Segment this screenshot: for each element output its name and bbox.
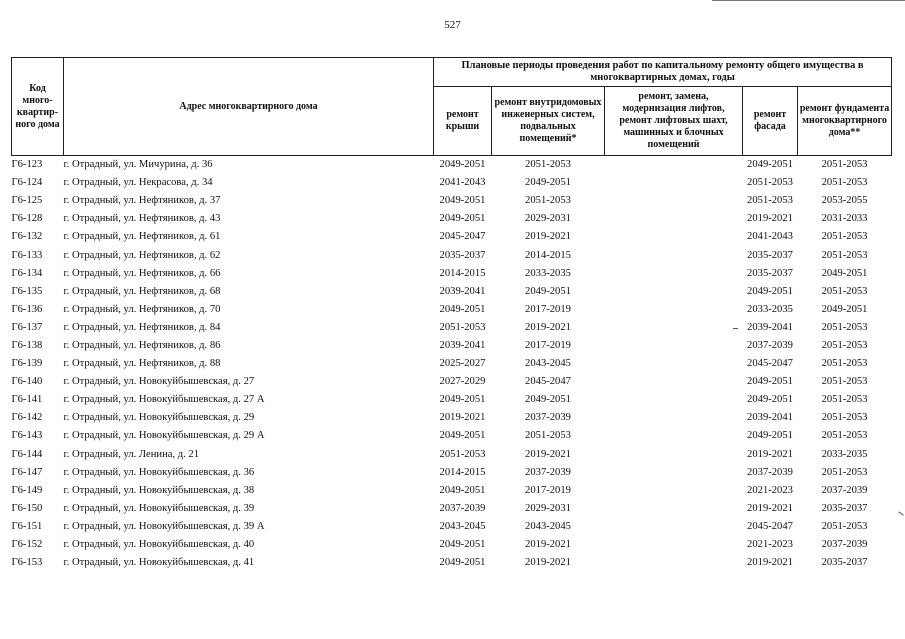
cell-systems: 2019-2021: [525, 557, 571, 569]
cell-code: Г6-149: [11, 484, 43, 496]
cell-code: Г6-151: [11, 520, 43, 532]
table-row: [12, 156, 892, 175]
cell-systems: 2043-2045: [525, 358, 571, 370]
header-systems: ремонт внутридомовых инженерных систем, подвальных помещений*: [492, 87, 605, 156]
cell-roof: 2014-2015: [439, 267, 486, 279]
cell-facade: 2049-2051: [747, 394, 793, 406]
cell-address: г. Отрадный, ул. Нефтяников, д. 84: [63, 321, 221, 333]
cell-lifts: [605, 482, 743, 500]
cell-address: г. Отрадный, ул. Нефтяников, д. 62: [63, 249, 221, 261]
cell-address: г. Отрадный, ул. Нефтяников, д. 61: [63, 231, 221, 243]
table-row: [12, 301, 892, 319]
cell-address: г. Отрадный, ул. Новокуйбышевская, д. 29 А: [63, 430, 265, 442]
cell-lifts: [605, 174, 743, 192]
cell-address: г. Отрадный, ул. Нефтяников, д. 70: [63, 303, 221, 315]
cell-roof: 2039-2041: [439, 285, 486, 297]
cell-code: Г6-139: [11, 358, 43, 370]
cell-facade: 2021-2023: [747, 484, 793, 496]
cell-lifts: [605, 337, 743, 355]
cell-lifts: [605, 391, 743, 409]
cell-facade: 2049-2051: [747, 376, 793, 388]
cell-foundation: 2053-2055: [821, 195, 868, 207]
cell-lifts: [605, 265, 743, 283]
cell-facade: 2039-2041: [747, 321, 793, 333]
cell-roof: 2051-2053: [439, 448, 486, 460]
cell-code: Г6-153: [11, 557, 43, 569]
cell-foundation: 2037-2039: [821, 484, 868, 496]
cell-lifts: [605, 373, 743, 391]
cell-systems: 2017-2019: [525, 303, 571, 315]
header-foundation: ремонт фундамента многоквартирного дома**: [798, 87, 892, 156]
cell-systems: 2037-2039: [525, 412, 571, 424]
cell-facade: 2049-2051: [747, 430, 793, 442]
cell-lifts: [605, 536, 743, 554]
cell-roof: 2049-2051: [439, 303, 486, 315]
cell-facade: 2041-2043: [747, 231, 793, 243]
cell-roof: 2045-2047: [439, 231, 486, 243]
table-row: [12, 409, 892, 427]
table-row: [12, 174, 892, 192]
cell-code: Г6-123: [12, 156, 64, 175]
cell-lifts: [605, 427, 743, 445]
cell-code: Г6-144: [11, 448, 43, 460]
cell-roof: 2041-2043: [439, 177, 486, 189]
table-row: [12, 192, 892, 210]
cell-roof: 2049-2051: [439, 195, 486, 207]
cell-systems: 2017-2019: [525, 484, 571, 496]
cell-facade: 2039-2041: [747, 412, 793, 424]
cell-lifts: [605, 446, 743, 464]
cell-lifts: [605, 500, 743, 518]
cell-systems: 2029-2031: [525, 502, 571, 514]
table-row: [12, 373, 892, 391]
table-row: [12, 246, 892, 264]
cell-foundation: 2051-2053: [821, 177, 868, 189]
cell-code: Г6-141: [11, 394, 43, 406]
cell-foundation: 2051-2053: [821, 321, 868, 333]
table-row: [12, 228, 892, 246]
cell-code: Г6-142: [11, 412, 43, 424]
cell-systems: 2019-2021: [525, 448, 571, 460]
header-lifts: ремонт, замена, модернизация лифтов, ремонт лифтовых шахт, машинных и блочных помещений: [605, 87, 743, 156]
cell-code: Г6-152: [11, 539, 43, 551]
cell-roof: 2049-2051: [439, 213, 486, 225]
cell-roof: 2027-2029: [439, 376, 486, 388]
cell-foundation: 2051-2053: [821, 358, 868, 370]
repair-schedule-table: [11, 57, 892, 572]
cell-code: Г6-128: [11, 213, 43, 225]
cell-address: г. Отрадный, ул. Нефтяников, д. 88: [63, 358, 221, 370]
cell-facade: 2045-2047: [747, 358, 793, 370]
cell-address: г. Отрадный, ул. Новокуйбышевская, д. 40: [63, 539, 255, 551]
cell-facade: 2019-2021: [747, 557, 793, 569]
table-row: [12, 536, 892, 554]
cell-roof: 2049-2051: [439, 484, 486, 496]
cell-lifts: [605, 283, 743, 301]
cell-roof: 2035-2037: [439, 249, 486, 261]
header-row-top: [12, 58, 892, 87]
cell-lifts: [605, 355, 743, 373]
cell-address: г. Отрадный, ул. Новокуйбышевская, д. 38: [63, 484, 255, 496]
cell-foundation: 2051-2053: [821, 285, 868, 297]
cell-systems: 2019-2021: [525, 321, 571, 333]
cell-facade: 2021-2023: [747, 539, 793, 551]
table-row: [12, 464, 892, 482]
cell-roof: 2019-2021: [439, 412, 486, 424]
cell-foundation: 2033-2035: [821, 448, 868, 460]
cell-systems: 2049-2051: [525, 394, 571, 406]
cell-systems: 2051-2053: [525, 430, 571, 442]
cell-code: Г6-140: [11, 376, 43, 388]
cell-facade: 2037-2039: [747, 339, 793, 351]
cell-lifts: [605, 319, 743, 337]
scan-mark: [898, 511, 903, 515]
table-row: [12, 210, 892, 228]
cell-code: Г6-135: [11, 285, 43, 297]
table-row: [12, 482, 892, 500]
cell-code: Г6-132: [11, 231, 43, 243]
cell-facade: 2051-2053: [747, 195, 793, 207]
cell-address: г. Отрадный, ул. Новокуйбышевская, д. 41: [63, 557, 255, 569]
table-row: [12, 500, 892, 518]
cell-lifts: [605, 301, 743, 319]
cell-roof: 2049-2051: [434, 156, 492, 175]
cell-systems: 2051-2053: [525, 195, 571, 207]
cell-address: г. Отрадный, ул. Мичурина, д. 36: [64, 156, 434, 175]
cell-address: г. Отрадный, ул. Ленина, д. 21: [63, 448, 200, 460]
cell-lifts: [605, 554, 743, 572]
cell-foundation: 2051-2053: [821, 376, 868, 388]
header-facade: ремонт фасада: [743, 87, 798, 156]
cell-lifts: [605, 192, 743, 210]
scan-mark: [733, 328, 738, 329]
cell-address: г. Отрадный, ул. Новокуйбышевская, д. 39: [63, 502, 255, 514]
cell-address: г. Отрадный, ул. Новокуйбышевская, д. 39 А: [63, 520, 265, 532]
cell-foundation: 2051-2053: [821, 394, 868, 406]
cell-roof: 2037-2039: [439, 502, 486, 514]
cell-systems: 2033-2035: [525, 267, 571, 279]
cell-address: г. Отрадный, ул. Новокуйбышевская, д. 29: [63, 412, 255, 424]
cell-facade: 2019-2021: [747, 213, 793, 225]
cell-roof: 2049-2051: [439, 430, 486, 442]
cell-foundation: 2051-2053: [821, 466, 868, 478]
table-row: [12, 518, 892, 536]
cell-code: Г6-136: [11, 303, 43, 315]
table-row: [12, 446, 892, 464]
cell-address: г. Отрадный, ул. Нефтяников, д. 68: [63, 285, 221, 297]
cell-foundation: 2049-2051: [821, 303, 868, 315]
cell-code: Г6-134: [11, 267, 43, 279]
cell-roof: 2043-2045: [439, 520, 486, 532]
cell-facade: 2037-2039: [747, 466, 793, 478]
cell-code: Г6-124: [11, 177, 43, 189]
cell-systems: 2043-2045: [525, 520, 571, 532]
cell-systems: 2014-2015: [525, 249, 571, 261]
header-address: Адрес многоквартирного дома: [64, 58, 434, 156]
cell-foundation: 2035-2037: [821, 557, 868, 569]
cell-facade: 2049-2051: [743, 156, 798, 175]
cell-systems: 2037-2039: [525, 466, 571, 478]
cell-roof: 2025-2027: [439, 358, 486, 370]
cell-facade: 2033-2035: [747, 303, 793, 315]
cell-systems: 2029-2031: [525, 213, 571, 225]
cell-systems: 2017-2019: [525, 339, 571, 351]
cell-roof: 2039-2041: [439, 339, 486, 351]
table-row: [12, 355, 892, 373]
cell-foundation: 2031-2033: [821, 213, 868, 225]
cell-facade: 2049-2051: [747, 285, 793, 297]
header-roof: ремонт крыши: [434, 87, 492, 156]
cell-address: г. Отрадный, ул. Нефтяников, д. 66: [63, 267, 221, 279]
cell-foundation: 2051-2053: [821, 520, 868, 532]
cell-lifts: [605, 156, 743, 175]
cell-facade: 2045-2047: [747, 520, 793, 532]
table-row: [12, 337, 892, 355]
cell-lifts: [605, 518, 743, 536]
cell-facade: 2019-2021: [747, 502, 793, 514]
cell-address: г. Отрадный, ул. Новокуйбышевская, д. 36: [63, 466, 255, 478]
cell-roof: 2049-2051: [439, 539, 486, 551]
cell-facade: 2019-2021: [747, 448, 793, 460]
scan-edge-line: [712, 0, 905, 1]
table-row: [12, 283, 892, 301]
cell-code: Г6-137: [11, 321, 43, 333]
cell-code: Г6-138: [11, 339, 43, 351]
cell-foundation: 2051-2053: [821, 231, 868, 243]
cell-code: Г6-133: [11, 249, 43, 261]
table-row: [12, 319, 892, 337]
header-periods: Плановые периоды проведения работ по капитальному ремонту общего имущества в многоквартирных домах, годы: [434, 58, 892, 87]
cell-facade: 2035-2037: [747, 267, 793, 279]
cell-systems: 2045-2047: [525, 376, 571, 388]
cell-address: г. Отрадный, ул. Нефтяников, д. 37: [63, 195, 221, 207]
cell-foundation: 2051-2053: [821, 339, 868, 351]
cell-foundation: 2049-2051: [821, 267, 868, 279]
cell-systems: 2019-2021: [525, 231, 571, 243]
cell-lifts: [605, 246, 743, 264]
cell-lifts: [605, 409, 743, 427]
cell-foundation: 2035-2037: [821, 502, 868, 514]
cell-facade: 2051-2053: [747, 177, 793, 189]
cell-foundation: 2051-2053: [798, 156, 892, 175]
cell-roof: 2051-2053: [439, 321, 486, 333]
cell-systems: 2049-2051: [525, 285, 571, 297]
cell-address: г. Отрадный, ул. Нефтяников, д. 86: [63, 339, 221, 351]
table-row: [12, 391, 892, 409]
cell-address: г. Отрадный, ул. Новокуйбышевская, д. 27: [63, 376, 255, 388]
cell-roof: 2049-2051: [439, 557, 486, 569]
cell-address: г. Отрадный, ул. Некрасова, д. 34: [63, 177, 213, 189]
cell-lifts: [605, 228, 743, 246]
cell-systems: 2049-2051: [525, 177, 571, 189]
cell-foundation: 2037-2039: [821, 539, 868, 551]
cell-code: Г6-125: [11, 195, 43, 207]
cell-foundation: 2051-2053: [821, 412, 868, 424]
table-row: [12, 265, 892, 283]
cell-lifts: [605, 464, 743, 482]
cell-code: Г6-150: [11, 502, 43, 514]
cell-address: г. Отрадный, ул. Новокуйбышевская, д. 27 А: [63, 394, 265, 406]
cell-code: Г6-143: [11, 430, 43, 442]
page-number: 527: [444, 19, 461, 31]
cell-roof: 2049-2051: [439, 394, 486, 406]
cell-foundation: 2051-2053: [821, 249, 868, 261]
cell-systems: 2019-2021: [525, 539, 571, 551]
table-row: [12, 554, 892, 572]
table-body: [12, 156, 892, 573]
cell-roof: 2014-2015: [439, 466, 486, 478]
header-code: Код много-квартир-ного дома: [12, 58, 64, 156]
cell-lifts: [605, 210, 743, 228]
cell-systems: 2051-2053: [492, 156, 605, 175]
cell-code: Г6-147: [11, 466, 43, 478]
cell-facade: 2035-2037: [747, 249, 793, 261]
cell-address: г. Отрадный, ул. Нефтяников, д. 43: [63, 213, 221, 225]
cell-foundation: 2051-2053: [821, 430, 868, 442]
table-row: [12, 427, 892, 445]
